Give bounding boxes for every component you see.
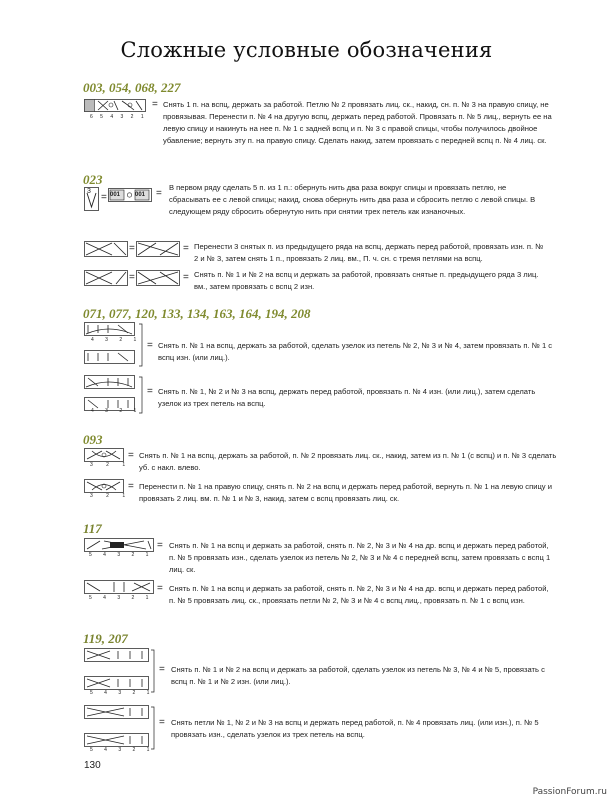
knot-five-back-icon: [84, 648, 156, 694]
section-label: 023: [83, 172, 103, 187]
page-title: Сложные условные обозначения: [120, 38, 493, 62]
stitch-numbers: 5 4 3 2 1: [89, 595, 154, 601]
symbol-description: Перенести п. № 1 на правую спицу, снять п. № 2 на вспц и держать перед работой, вернуть п. № 1 на левую спицу и провязать 2 лиц. вм. п. № 1 и № 3, накид, затем с вспц провязать лиц. ск.: [139, 482, 552, 504]
equals-sign: =: [147, 340, 153, 351]
twist-back-icon: [84, 448, 124, 462]
cross-right-icon: [84, 270, 128, 286]
symbol-description: Снять п. № 1, № 2 и № 3 на вспц, держать перед работой, провязать п. № 4 изн. (или лиц.), затем сделать узелок из трех петель на вспц.: [158, 387, 536, 409]
five-knot-icon: [84, 538, 154, 552]
page-number: 130: [84, 760, 101, 771]
row-label: 3: [87, 188, 91, 195]
knot-five-front-icon: [84, 705, 156, 751]
equals-sign: =: [147, 386, 153, 397]
section-label: 117: [83, 521, 102, 536]
watermark: PassionForum.ru: [532, 787, 607, 797]
five-cross-icon: [84, 580, 154, 594]
equals-sign: =: [156, 188, 162, 199]
equals-sign: =: [129, 243, 135, 254]
section-label: 003, 054, 068, 227: [83, 80, 181, 95]
equals-sign: =: [159, 717, 165, 728]
cross-left-icon: [84, 241, 128, 257]
symbol-description: Снять п. № 1 на вспц, держать за работой, п. № 2 провязать лиц. ск., накид, затем из п. № 1 (с вспц) и п. № 3 сделать уб. с накл. влево.: [139, 451, 557, 473]
equals-sign: =: [152, 99, 158, 110]
symbol-description: Снять п. № 1 и № 2 на вспц и держать за работой, провязать снятые п. предыдущего ряда 3 лиц. вм., затем провязать с вспц 2 изн.: [194, 270, 539, 292]
equals-sign: =: [128, 450, 134, 461]
stitch-numbers: 4 3 2 1: [91, 408, 142, 414]
stitch-numbers: 4 3 2 1: [91, 337, 142, 343]
stitch-numbers: 6 5 4 3 2 1: [90, 114, 147, 120]
stitch-code: 001: [110, 192, 121, 198]
symbol-description: В первом ряду сделать 5 п. из 1 п.: обернуть нить два раза вокруг спицы и провязать петлю, не сбрасывать ее с левой спицы; накид, снова обернуть нить два раза и сбросить петлю с левой спицы. В следующем ряду сбросить обернутую нить при снятии трех петель как изнаночных.: [169, 183, 536, 217]
equals-sign: =: [101, 192, 107, 203]
symbol-description: Снять п. № 1 на вспц и держать за работой, снять п. № 2, № 3 и № 4 на др. вспц и держать перед работой, п. № 5 провязать изн., сделать узелок из петель № 2, № 3 и № 4 с передней вспц, затем провязать с вспц 1 лиц. ск.: [169, 541, 551, 575]
symbol-description: Снять петли № 1, № 2 и № 3 на вспц и держать перед работой, п. № 4 провязать лиц. (или изн.), п. № 5 провязать изн., сделать узелок из трех петель на вспц.: [171, 718, 539, 740]
equals-sign: =: [183, 243, 189, 254]
cross-left-result-icon: [136, 241, 180, 257]
equals-sign: =: [183, 272, 189, 283]
stitch-numbers: 3 2 1: [90, 493, 132, 499]
stitch-numbers: 5 4 3 2 1: [90, 690, 155, 696]
stitch-numbers: 5 4 3 2 1: [90, 747, 155, 753]
cross-right-result-icon: [136, 270, 180, 286]
stitch-code: 001: [135, 192, 146, 198]
section-label: 093: [83, 432, 103, 447]
section-label: 119, 207: [83, 631, 128, 646]
equals-sign: =: [129, 272, 135, 283]
stitch-numbers: 3 2 1: [90, 462, 132, 468]
equals-sign: =: [157, 583, 163, 594]
equals-sign: =: [159, 664, 165, 675]
twist-front-icon: [84, 479, 124, 493]
section-label: 071, 077, 120, 133, 134, 163, 164, 194, 208: [83, 306, 311, 321]
equals-sign: =: [157, 540, 163, 551]
symbol-description: Снять 1 п. на вспц, держать за работой. Петлю № 2 провязать лиц. ск., накид, сн. п. № 3 на правую спицу, не провязывая. Перенести п. № 4 на другую вспц, держать перед работой. Провязать п. № 5 лиц., вернуть ее на левую спицу и накинуть на нее п. № 1 с задней вспц и п. № 3 с правой спицы, чтобы получилось двойное убавление; вернуть эту п. на правую спицу. Сделать накид, затем провязать с передней вспц п. № 4 лиц. ск.: [163, 100, 552, 146]
knot-back-icon: [84, 322, 146, 368]
symbol-description: Снять п. № 1 и № 2 на вспц и держать за работой, сделать узелок из петель № 3, № 4 и № 5, провязать с вспц п. № 1 и № 2 изн. (или лиц.).: [171, 665, 545, 687]
symbol-description: Снять п. № 1 на вспц, держать за работой, сделать узелок из петель № 2, № 3 и № 4, затем провязать п. № 1 с вспц изн. (или лиц.).: [158, 341, 553, 363]
stitch-numbers: 5 4 3 2 1: [89, 552, 154, 558]
symbol-description: Перенести 3 снятых п. из предыдущего ряда на вспц, держать перед работой, провязать изн. п. № 2 и № 3, затем снять 1 п., провязать 2 лиц. вм., П. ч. сн. с тремя петлями на вспц.: [194, 242, 544, 264]
equals-sign: =: [128, 481, 134, 492]
symbol-description: Снять п. № 1 на вспц и держать за работой, снять п. № 2, № 3 и № 4 на др. вспц и держать перед работой, п. № 5 провязать лиц. ск., провязать петли № 2, № 3 и № 4 с вспц лиц., провязать п. № 1 с вспц изн.: [169, 584, 549, 606]
